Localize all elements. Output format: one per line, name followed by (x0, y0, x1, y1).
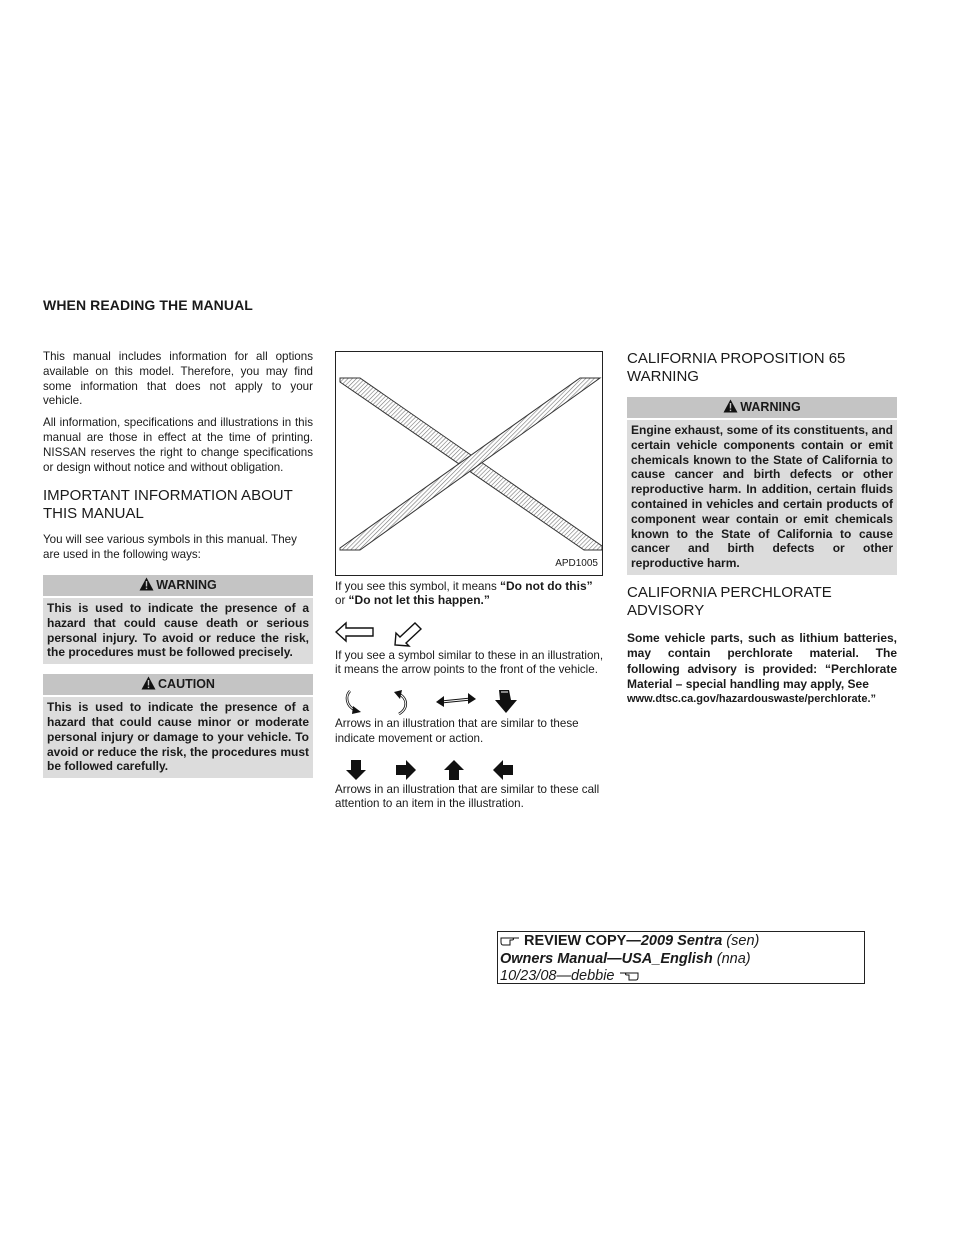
caution-triangle-icon (141, 676, 156, 690)
symbols-intro: You will see various symbols in this manual. They are used in the following ways: (43, 533, 297, 562)
perchlorate-url: www.dtsc.ca.gov/hazardouswaste/perchlorate.” (627, 693, 876, 706)
caution-box (43, 674, 313, 778)
double-arrow-icon (435, 692, 477, 710)
do-not-caption: If you see this symbol, it means “Do not do this” or “Do not let this happen.” (335, 579, 593, 607)
section-title: WHEN READING THE MANUAL (43, 297, 253, 313)
arrow-down-icon (345, 759, 367, 781)
perchlorate-advisory: Some vehicle parts, such as lithium batteries, may contain perchlorate material. The following advisory is provided: “Perchlorate Material – special handling may apply, See (627, 630, 897, 691)
important-info-heading: IMPORTANT INFORMATION ABOUT THIS MANUAL (43, 487, 293, 523)
warning-box-body: This is used to indicate the presence of a hazard that could cause death or serious personal injury. To avoid or reduce the risk, the procedures must be followed precisely. (43, 598, 313, 664)
intro-paragraph: This manual includes information for all options available on this model. Therefore, you may find some information that does not apply to your vehicle. (43, 350, 313, 408)
prop65-heading: CALIFORNIA PROPOSITION 65 WARNING (627, 350, 846, 385)
review-copy-stamp (497, 931, 865, 984)
movement-caption: Arrows in an illustration that are similar to these indicate movement or action. (335, 717, 579, 745)
arrow-left-icon (492, 759, 514, 781)
movement-arrows-row (335, 688, 605, 716)
front-arrow-icon (335, 621, 375, 643)
prop65-warning-title: WARNING (627, 397, 897, 418)
caution-box-body: This is used to indicate the presence of a hazard that could cause minor or moderate personal injury or damage to your vehicle. To avoid or reduce the risk, the procedures must be followed carefully. (43, 697, 313, 778)
caution-box-title: CAUTION (43, 674, 313, 695)
perchlorate-heading: CALIFORNIA PERCHLORATE ADVISORY (627, 583, 832, 619)
warning-triangle-icon (139, 577, 154, 591)
warning-triangle-icon (723, 399, 738, 413)
specs-paragraph: All information, specifications and illustrations in this manual are those in effect at the time of printing. NISSAN reserves the right to change specifications or design without notice and without obligation. (43, 416, 313, 474)
review-line-1: REVIEW COPY—2009 Sentra (sen) (500, 933, 864, 951)
warning-box (43, 575, 313, 664)
front-arrow-caption: If you see a symbol similar to these in an illustration, it means the arrow points to the front of the vehicle. (335, 649, 604, 676)
review-line-2: Owners Manual—USA_English (nna) (500, 950, 751, 967)
attention-arrows-row (335, 759, 605, 781)
cross-out-icon (336, 352, 602, 575)
attention-caption: Arrows in an illustration that are similar to these call attention to an item in the illustration. (335, 782, 600, 811)
curved-arrow-down-icon (343, 688, 367, 716)
push-arrow-icon (493, 688, 519, 714)
pointing-hand-right-icon (500, 934, 520, 946)
prop65-warning-body: Engine exhaust, some of its constituents, and certain vehicle components contain or emit chemicals known to the State of California to cause cancer and birth defects or other reproductive harm. In addition, certain fluids contained in vehicles and certain products of component wear contain or emit chemicals known to the State of California to cause cancer and birth defects or other reproductive harm. (627, 420, 897, 575)
front-arrows-row (335, 621, 605, 647)
arrow-up-icon (443, 759, 465, 781)
column-right (627, 350, 897, 707)
column-left (43, 350, 313, 778)
warning-box-title: WARNING (43, 575, 313, 596)
curved-arrow-up-icon (391, 688, 415, 716)
front-arrow-diagonal-icon (393, 621, 423, 647)
do-not-figure (335, 351, 603, 576)
prop65-warning-box (627, 397, 897, 575)
pointing-hand-left-icon (619, 969, 639, 981)
review-line-3: 10/23/08—debbie (500, 968, 864, 986)
arrow-right-icon (395, 759, 417, 781)
column-middle (335, 351, 605, 812)
figure-label: APD1005 (555, 558, 598, 570)
